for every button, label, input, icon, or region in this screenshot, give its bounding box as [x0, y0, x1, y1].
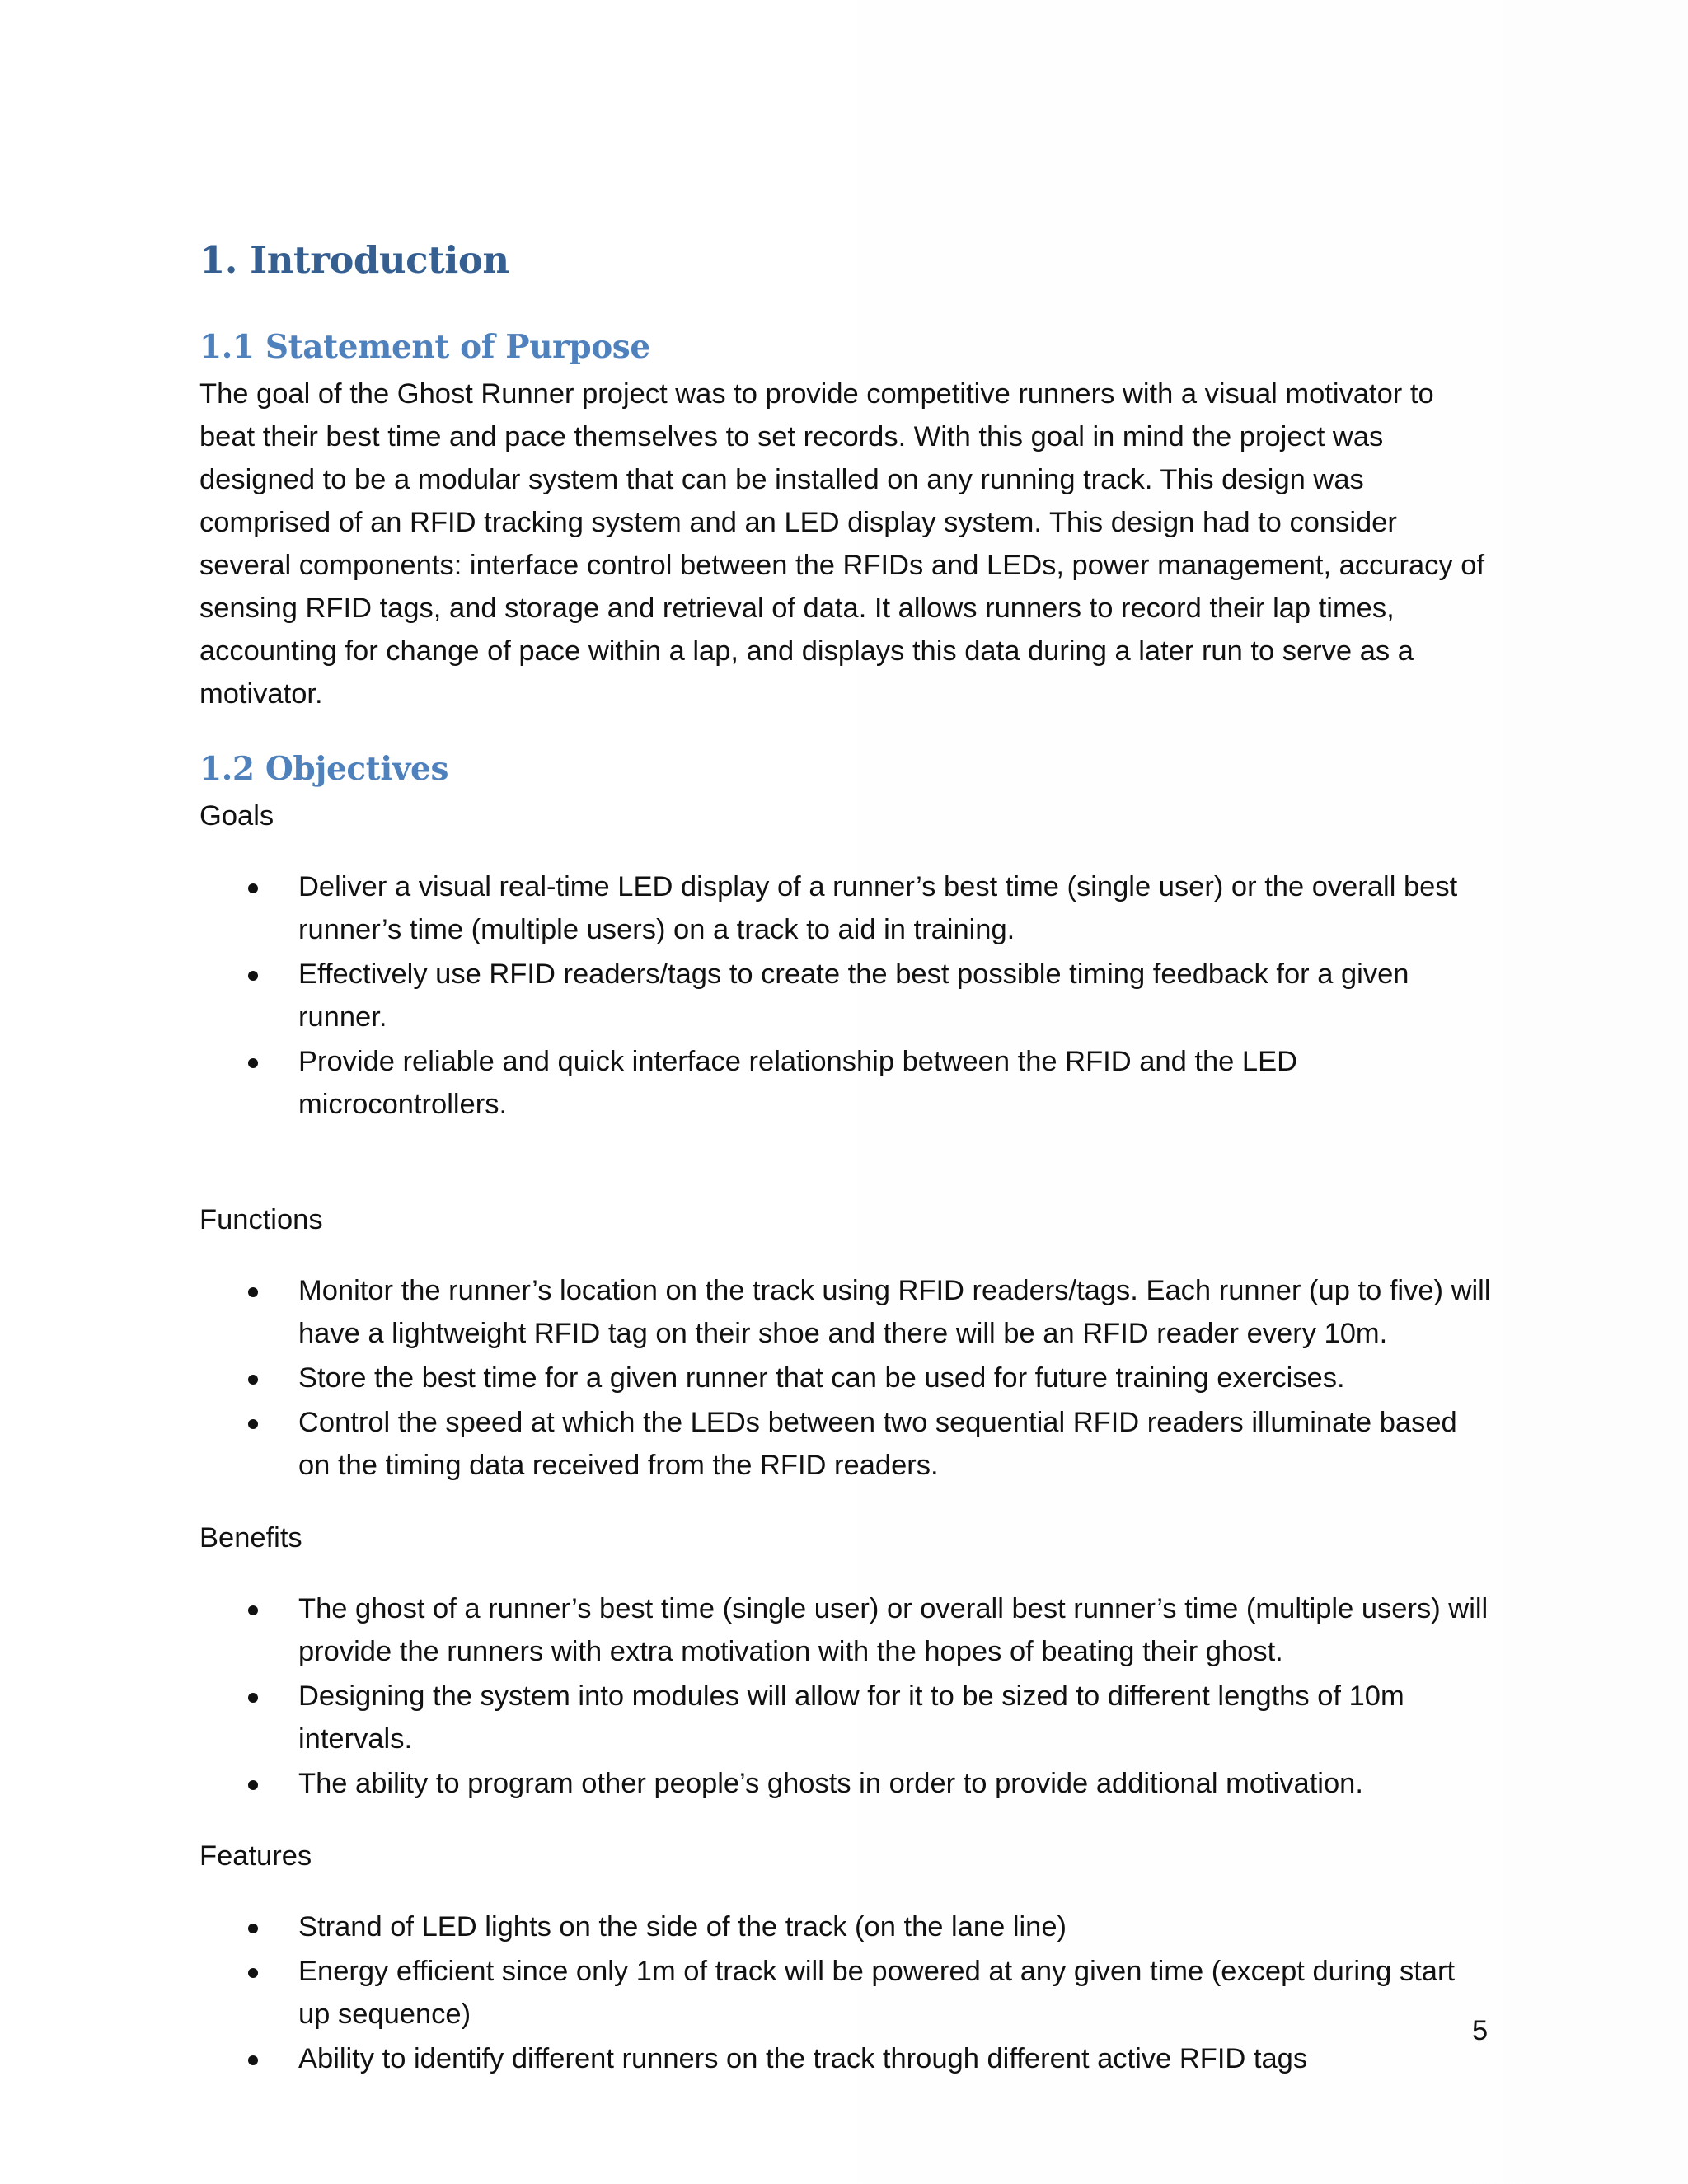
list-item: Designing the system into modules will allow for it to be sized to different lengths of 10m intervals. [199, 1675, 1493, 1760]
benefits-list [199, 1587, 1493, 1805]
benefits-label: Benefits [199, 1522, 302, 1554]
goals-label: Goals [199, 800, 274, 832]
bullet-icon [248, 883, 258, 893]
page-content [199, 231, 1493, 2082]
functions-label: Functions [199, 1204, 323, 1235]
bullet-icon [248, 1058, 258, 1068]
list-item: Deliver a visual real-time LED display of a runner’s best time (single user) or the overall best runner’s time (multiple users) on a track to aid in training. [199, 865, 1493, 951]
bullet-icon [248, 1605, 258, 1615]
bullet-icon [248, 1375, 258, 1385]
list-item: Strand of LED lights on the side of the track (on the lane line) [199, 1905, 1493, 1948]
features-list [199, 1905, 1493, 2080]
goals-list [199, 865, 1493, 1126]
features-label: Features [199, 1840, 312, 1872]
section-title-objectives: 1.2 Objectives [199, 750, 449, 788]
list-item: Ability to identify different runners on the track through different active RFID tags [199, 2037, 1493, 2080]
bullet-icon [248, 1693, 258, 1703]
bullet-icon [248, 1419, 258, 1429]
list-item: Energy efficient since only 1m of track will be powered at any given time (except during start up sequence) [199, 1950, 1493, 2036]
purpose-paragraph: The goal of the Ghost Runner project was to provide competitive runners with a visual motivator to beat their best time and pace themselves to set records. With this goal in mind the project was designed to be a modular system that can be installed on any running track. This design was comprised of an RFID tracking system and an LED display system. This design had to consider several components: interface control between the RFIDs and LEDs, power management, accuracy of sensing RFID tags, and storage and retrieval of data. It allows runners to record their lap times, accounting for change of pace within a lap, and displays this data during a later run to serve as a motivator. [199, 378, 1485, 710]
list-item: Monitor the runner’s location on the track using RFID readers/tags. Each runner (up to five) will have a lightweight RFID tag on their shoe and there will be an RFID reader every 10m. [199, 1269, 1493, 1355]
bullet-icon [248, 1780, 258, 1790]
bullet-icon [248, 971, 258, 981]
functions-list [199, 1269, 1493, 1487]
section-title-purpose: 1.1 Statement of Purpose [199, 328, 650, 366]
bullet-icon [248, 1287, 258, 1297]
list-item: Effectively use RFID readers/tags to create the best possible timing feedback for a given runner. [199, 953, 1493, 1038]
list-item: Store the best time for a given runner that can be used for future training exercises. [199, 1357, 1493, 1399]
list-item: Provide reliable and quick interface relationship between the RFID and the LED microcontrollers. [199, 1040, 1493, 1126]
bullet-icon [248, 1968, 258, 1978]
list-item: The ghost of a runner’s best time (single user) or overall best runner’s time (multiple users) will provide the runners with extra motivation with the hopes of beating their ghost. [199, 1587, 1493, 1673]
chapter-heading: 1. Introduction [199, 238, 509, 282]
bullet-icon [248, 2055, 258, 2065]
list-item: The ability to program other people’s ghosts in order to provide additional motivation. [199, 1762, 1493, 1805]
bullet-icon [248, 1924, 258, 1933]
list-item: Control the speed at which the LEDs between two sequential RFID readers illuminate based on the timing data received from the RFID readers. [199, 1401, 1493, 1487]
page-number: 5 [1472, 2015, 1489, 2046]
